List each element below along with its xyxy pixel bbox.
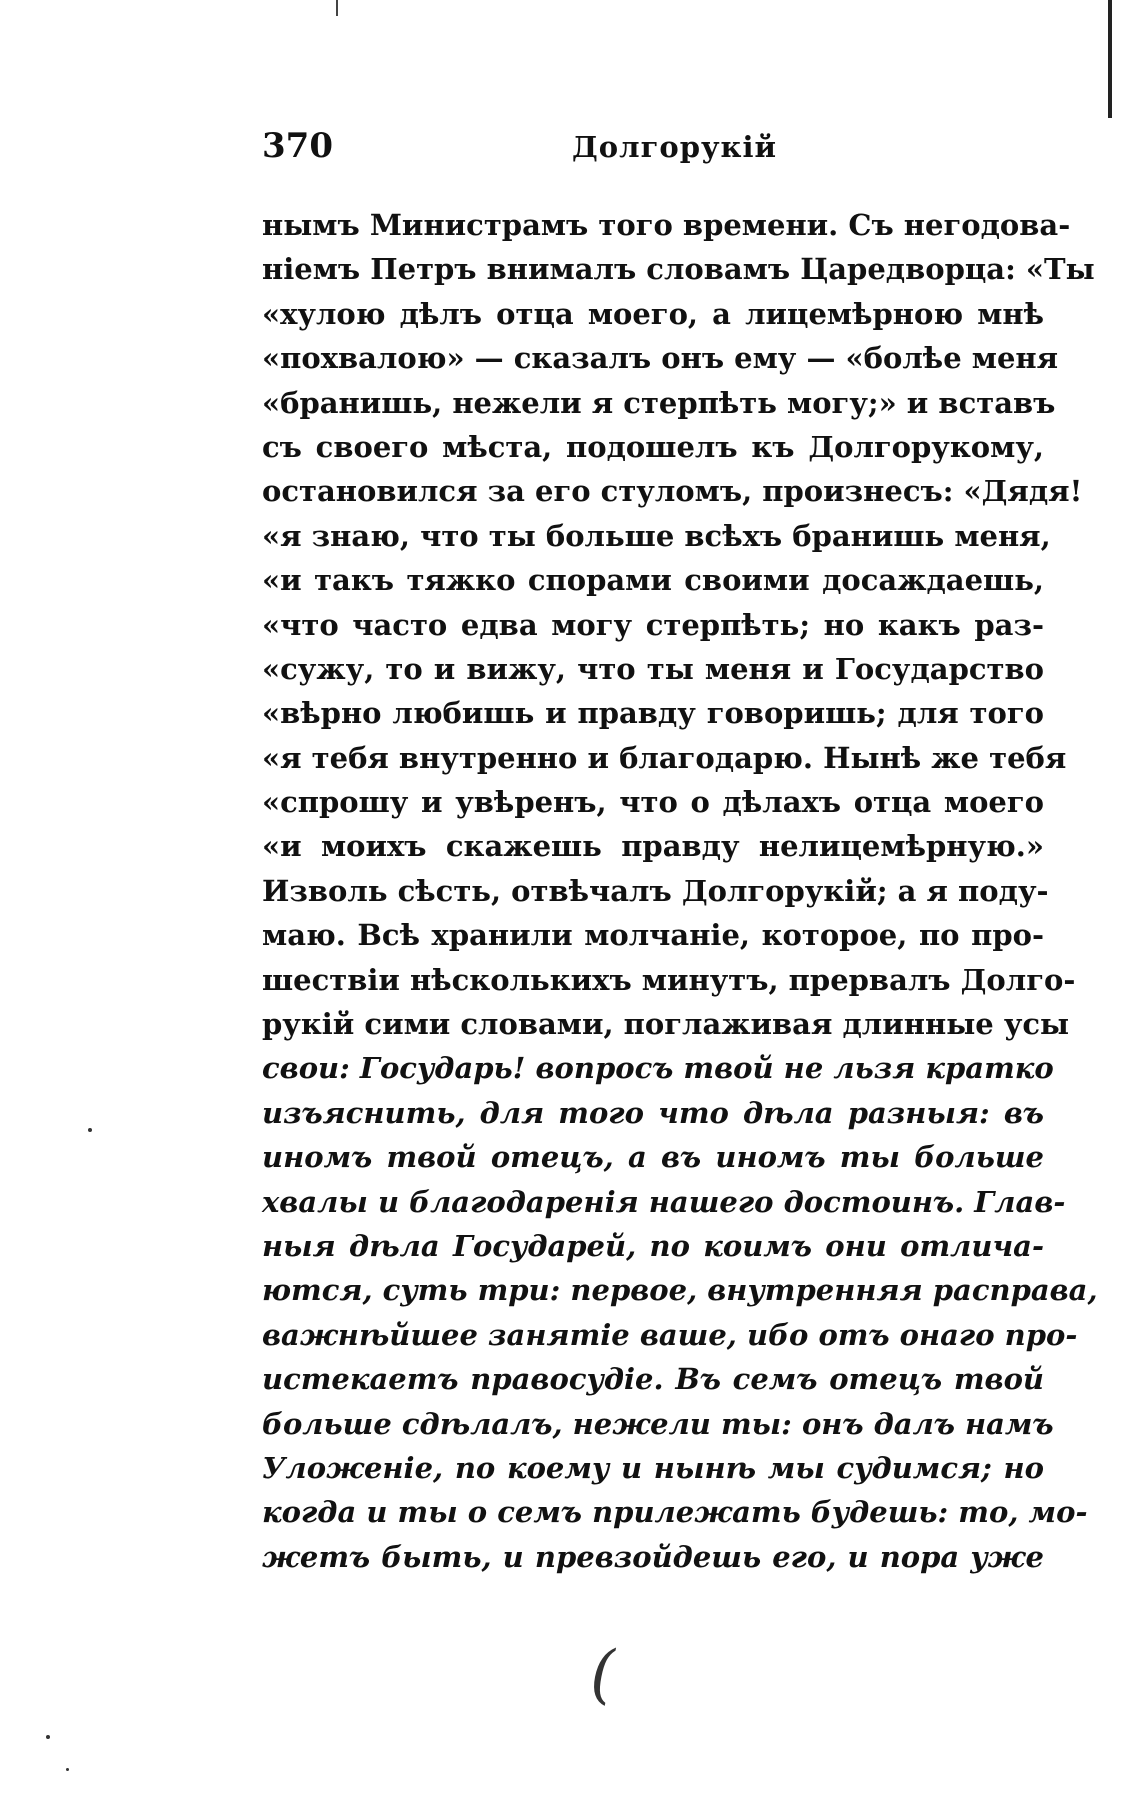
- text-line-italic: когда и ты о семъ прилежать будешь: то, мо-: [262, 1495, 1088, 1530]
- text-line: «и моихъ скажешь правду нелицемѣрную.»: [262, 829, 1044, 864]
- scan-speck: [66, 1768, 69, 1771]
- text-line: «что часто едва могу стерпѣть; но какъ раз-: [262, 607, 1044, 642]
- scan-speck: [88, 1128, 92, 1132]
- text-line: съ своего мѣста, подошелъ къ Долгорукому,: [262, 429, 1044, 464]
- text-line-italic: ются, суть три: первое, внутренняя расправа,: [262, 1273, 1098, 1308]
- text-line: «я знаю, что ты больше всѣхъ бранишь меня,: [262, 518, 1051, 553]
- text-line-italic: жетъ быть, и превзойдешь его, и пора уже: [262, 1539, 1044, 1574]
- text-line: Изволь сѣсть, отвѣчалъ Долгорукій; а я поду-: [262, 873, 1049, 908]
- text-line-italic: ныя дѣла Государей, по коимъ они отлича-: [262, 1228, 1044, 1263]
- text-line-italic: изъяснить, для того что дѣла разныя: въ: [262, 1095, 1044, 1130]
- scan-edge-line: [1108, 0, 1112, 118]
- text-line: «и такъ тяжко спорами своими досаждаешь,: [262, 563, 1044, 598]
- body-text: [262, 203, 1098, 1579]
- text-line: «я тебя внутренно и благодарю. Нынѣ же тебя: [262, 740, 1067, 775]
- footer-mark: (: [590, 1638, 615, 1712]
- text-line: «сужу, то и вижу, что ты меня и Государство: [262, 651, 1044, 686]
- text-line: «похвалою» — сказалъ онъ ему — «болѣе меня: [262, 341, 1059, 376]
- text-line: остановился за его стуломъ, произнесъ: «Дядя!: [262, 474, 1083, 509]
- text-line-italic: иномъ твой отецъ, а въ иномъ ты больше: [262, 1140, 1044, 1175]
- text-line: шествіи нѣсколькихъ минутъ, прервалъ Долго-: [262, 962, 1076, 997]
- text-line: «бранишь, нежели я стерпѣть могу;» и вставъ: [262, 385, 1056, 420]
- text-line-italic: Уложеніе, по коему и нынѣ мы судимся; но: [262, 1450, 1044, 1485]
- running-head: Долгорукій: [572, 130, 777, 164]
- text-line: «спрошу и увѣренъ, что о дѣлахъ отца моего: [262, 785, 1044, 820]
- text-line: «хулою дѣлъ отца моего, а лицемѣрною мнѣ: [262, 296, 1044, 331]
- page-header: [262, 126, 1042, 176]
- text-line-italic: свои: Государь! вопросъ твой не льзя кратко: [262, 1051, 1054, 1086]
- text-line-italic: истекаетъ правосудіе. Въ семъ отецъ твой: [262, 1362, 1044, 1397]
- text-line: ніемъ Петръ внималъ словамъ Царедворца: «Ты: [262, 252, 1095, 287]
- text-line: «вѣрно любишь и правду говоришь; для того: [262, 696, 1044, 731]
- page-number: 370: [262, 126, 333, 166]
- text-line-italic: хвалы и благодаренія нашего достоинъ. Глав-: [262, 1184, 1066, 1219]
- text-line: маю. Всѣ хранили молчаніе, которое, по про-: [262, 918, 1044, 953]
- text-line: нымъ Министрамъ того времени. Съ негодова-: [262, 208, 1071, 242]
- text-line: рукій сими словами, поглаживая длинные усы: [262, 1007, 1070, 1042]
- text-line-italic: важнѣйшее занятіе ваше, ибо отъ онаго про-: [262, 1317, 1078, 1352]
- scan-tick-mark: [336, 0, 338, 16]
- scan-speck: [46, 1735, 50, 1739]
- text-line-italic: больше сдѣлалъ, нежели ты: онъ далъ намъ: [262, 1406, 1054, 1441]
